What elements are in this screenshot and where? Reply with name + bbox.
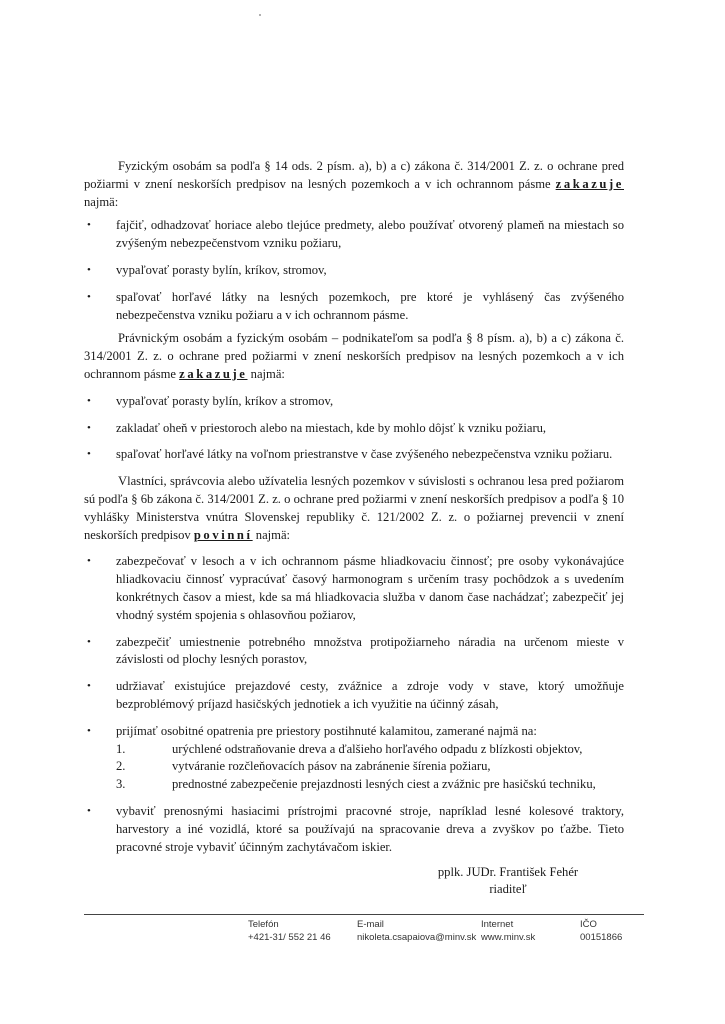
- footer-divider: [84, 914, 644, 915]
- signatory-title: riaditeľ: [489, 882, 527, 896]
- bullet-icon: •: [87, 290, 91, 303]
- emphasis-zakazuje: zakazuje: [555, 176, 624, 191]
- emphasis-zakazuje: zakazuje: [179, 366, 248, 381]
- ico-value: 00151866: [580, 932, 623, 943]
- document-body: [84, 158, 624, 856]
- bullet-icon: •: [87, 635, 91, 648]
- email-label: E-mail: [357, 919, 384, 930]
- footer-email: [357, 918, 476, 944]
- bullet-icon: •: [87, 448, 91, 461]
- internet-label: Internet: [481, 919, 514, 930]
- bullet-icon: •: [87, 555, 91, 568]
- sublist-text: vytváranie rozčleňovacích pásov na zabránenie šírenia požiaru,: [172, 759, 491, 774]
- list-item-text: vypaľovať porasty bylín, kríkov, stromov,: [116, 262, 327, 277]
- paragraph-owners: [84, 473, 624, 544]
- phone-value: +421-31/ 552 21 46: [248, 932, 331, 943]
- list-item: [84, 553, 624, 624]
- sublist-item: [84, 758, 624, 776]
- list-item: [84, 446, 624, 464]
- sublist-item: [84, 776, 624, 794]
- list-item: [84, 723, 624, 741]
- paragraph-text: Právnickým osobám a fyzickým osobám – podnikateľom sa podľa § 8 písm. a), b) a c) zákona č. 314/2001 Z. z. o ochrane pred požiarmi v znení neskorších predpisov na lesných pozemkoch a v ich ochrannom pásme: [84, 331, 624, 381]
- scan-mark: [259, 14, 261, 16]
- paragraph-legal-persons: [84, 330, 624, 383]
- list-item: [84, 262, 624, 280]
- list-item-text: vybaviť prenosnými hasiacimi prístrojmi pracovné stroje, napríklad lesné kolesové traktory, harvestory a iné vozidlá, ktoré sa používajú na spracovanie dreva a zvyškov po ťažbe. Tieto pracovné stroje vybaviť účinným zachytávačom iskier.: [116, 803, 624, 854]
- sublist-number: 2.: [116, 759, 126, 774]
- paragraph-text: najmä:: [247, 366, 285, 381]
- list-item-text: fajčiť, odhadzovať horiace alebo tlejúce predmety, alebo používať otvorený plameň na miestach so zvýšeným nebezpečenstvom vzniku požiaru,: [116, 218, 624, 251]
- sublist-text: prednostné zabezpečenie prejazdnosti lesných ciest a zvážnic pre hasičskú techniku,: [172, 777, 596, 792]
- list-item: [84, 803, 624, 856]
- list-item-text: prijímať osobitné opatrenia pre priestory postihnuté kalamitou, zamerané najmä na:: [116, 723, 537, 738]
- internet-value[interactable]: www.minv.sk: [481, 932, 536, 943]
- list-item: [84, 289, 624, 325]
- list-item-text: vypaľovať porasty bylín, kríkov a stromov,: [116, 393, 334, 408]
- list-item: [84, 217, 624, 253]
- list-item: [84, 634, 624, 670]
- sublist-item: [84, 741, 624, 759]
- sublist-number: 1.: [116, 741, 126, 756]
- bullet-icon: •: [87, 724, 91, 737]
- signature-block: [418, 864, 598, 898]
- footer-ico: [580, 918, 622, 944]
- list-item-text: zabezpečovať v lesoch a v ich ochrannom pásme hliadkovaciu činnosť; pre osoby vykonávajúce hliadkovaciu činnosť vypracúvať časový harmonogram s určením trasy pochôdzok a s uvedením konkrétnych časov a miest, kde sa má hliadkovacia služba v danom čase nachádzať; zabezpečiť jej vhodný systém spojenia s ohlasovňou požiarov,: [116, 554, 624, 622]
- emphasis-povinni: povinní: [193, 527, 253, 542]
- sublist-number: 3.: [116, 777, 126, 792]
- paragraph-text: najmä:: [84, 194, 119, 209]
- list-item-text: zakladať oheň v priestoroch alebo na miestach, kde by mohlo dôjsť k vzniku požiaru,: [116, 420, 547, 435]
- bullet-icon: •: [87, 421, 91, 434]
- list-item-text: spaľovať horľavé látky na voľnom priestranstve v čase zvýšeného nebezpečenstva vzniku požiaru.: [116, 447, 613, 462]
- bullet-icon: •: [87, 263, 91, 276]
- list-item-text: udržiavať existujúce prejazdové cesty, zvážnice a zdroje vody v stave, ktorý umožňuje bezproblémový príjazd hasičských jednotiek a ich využitie na účinný zásah,: [116, 679, 624, 711]
- paragraph-text: Vlastníci, správcovia alebo užívatelia lesných pozemkov v súvislosti s ochranou lesa pred požiarom sú podľa § 6b zákona č. 314/2001 Z. z. o ochrane pred požiarmi v znení neskorších predpisov a podľa § 10 vyhlášky Ministerstva vnútra Slovenskej republiky č. 121/2002 Z. z. o požiarnej prevencii v znení neskorších predpisov: [84, 474, 624, 542]
- signatory-name: pplk. JUDr. František Fehér: [437, 865, 579, 879]
- email-value[interactable]: nikoleta.csapaiova@minv.sk: [357, 932, 477, 943]
- paragraph-text: Fyzickým osobám sa podľa § 14 ods. 2 písm. a), b) a c) zákona č. 314/2001 Z. z. o ochrane pred požiarmi v znení neskorších predpisov na lesných pozemkoch a v ich ochrannom pásme: [84, 159, 624, 191]
- bullet-icon: •: [87, 680, 91, 693]
- list-item-text: spaľovať horľavé látky na lesných pozemkoch, pre ktoré je vyhlásený čas zvýšeného nebezpečenstva vzniku požiaru a v ich ochrannom pásme.: [116, 289, 624, 322]
- list-item: [84, 393, 624, 411]
- ico-label: IČO: [580, 919, 597, 930]
- paragraph-natural-persons: [84, 158, 624, 211]
- list-item: [84, 678, 624, 714]
- bullet-icon: •: [87, 394, 91, 407]
- list-item: [84, 420, 624, 438]
- phone-label: Telefón: [248, 919, 279, 930]
- footer-internet: [481, 918, 535, 944]
- bullet-icon: •: [87, 219, 91, 232]
- sublist-text: urýchlené odstraňovanie dreva a ďalšieho horľavého odpadu z blízkosti objektov,: [172, 741, 583, 756]
- paragraph-text: najmä:: [252, 527, 291, 542]
- bullet-icon: •: [87, 804, 91, 817]
- list-item-text: zabezpečiť umiestnenie potrebného množstva protipožiarneho náradia na určenom mieste v závislosti od plochy lesných porastov,: [116, 634, 624, 667]
- footer-phone: [248, 918, 331, 944]
